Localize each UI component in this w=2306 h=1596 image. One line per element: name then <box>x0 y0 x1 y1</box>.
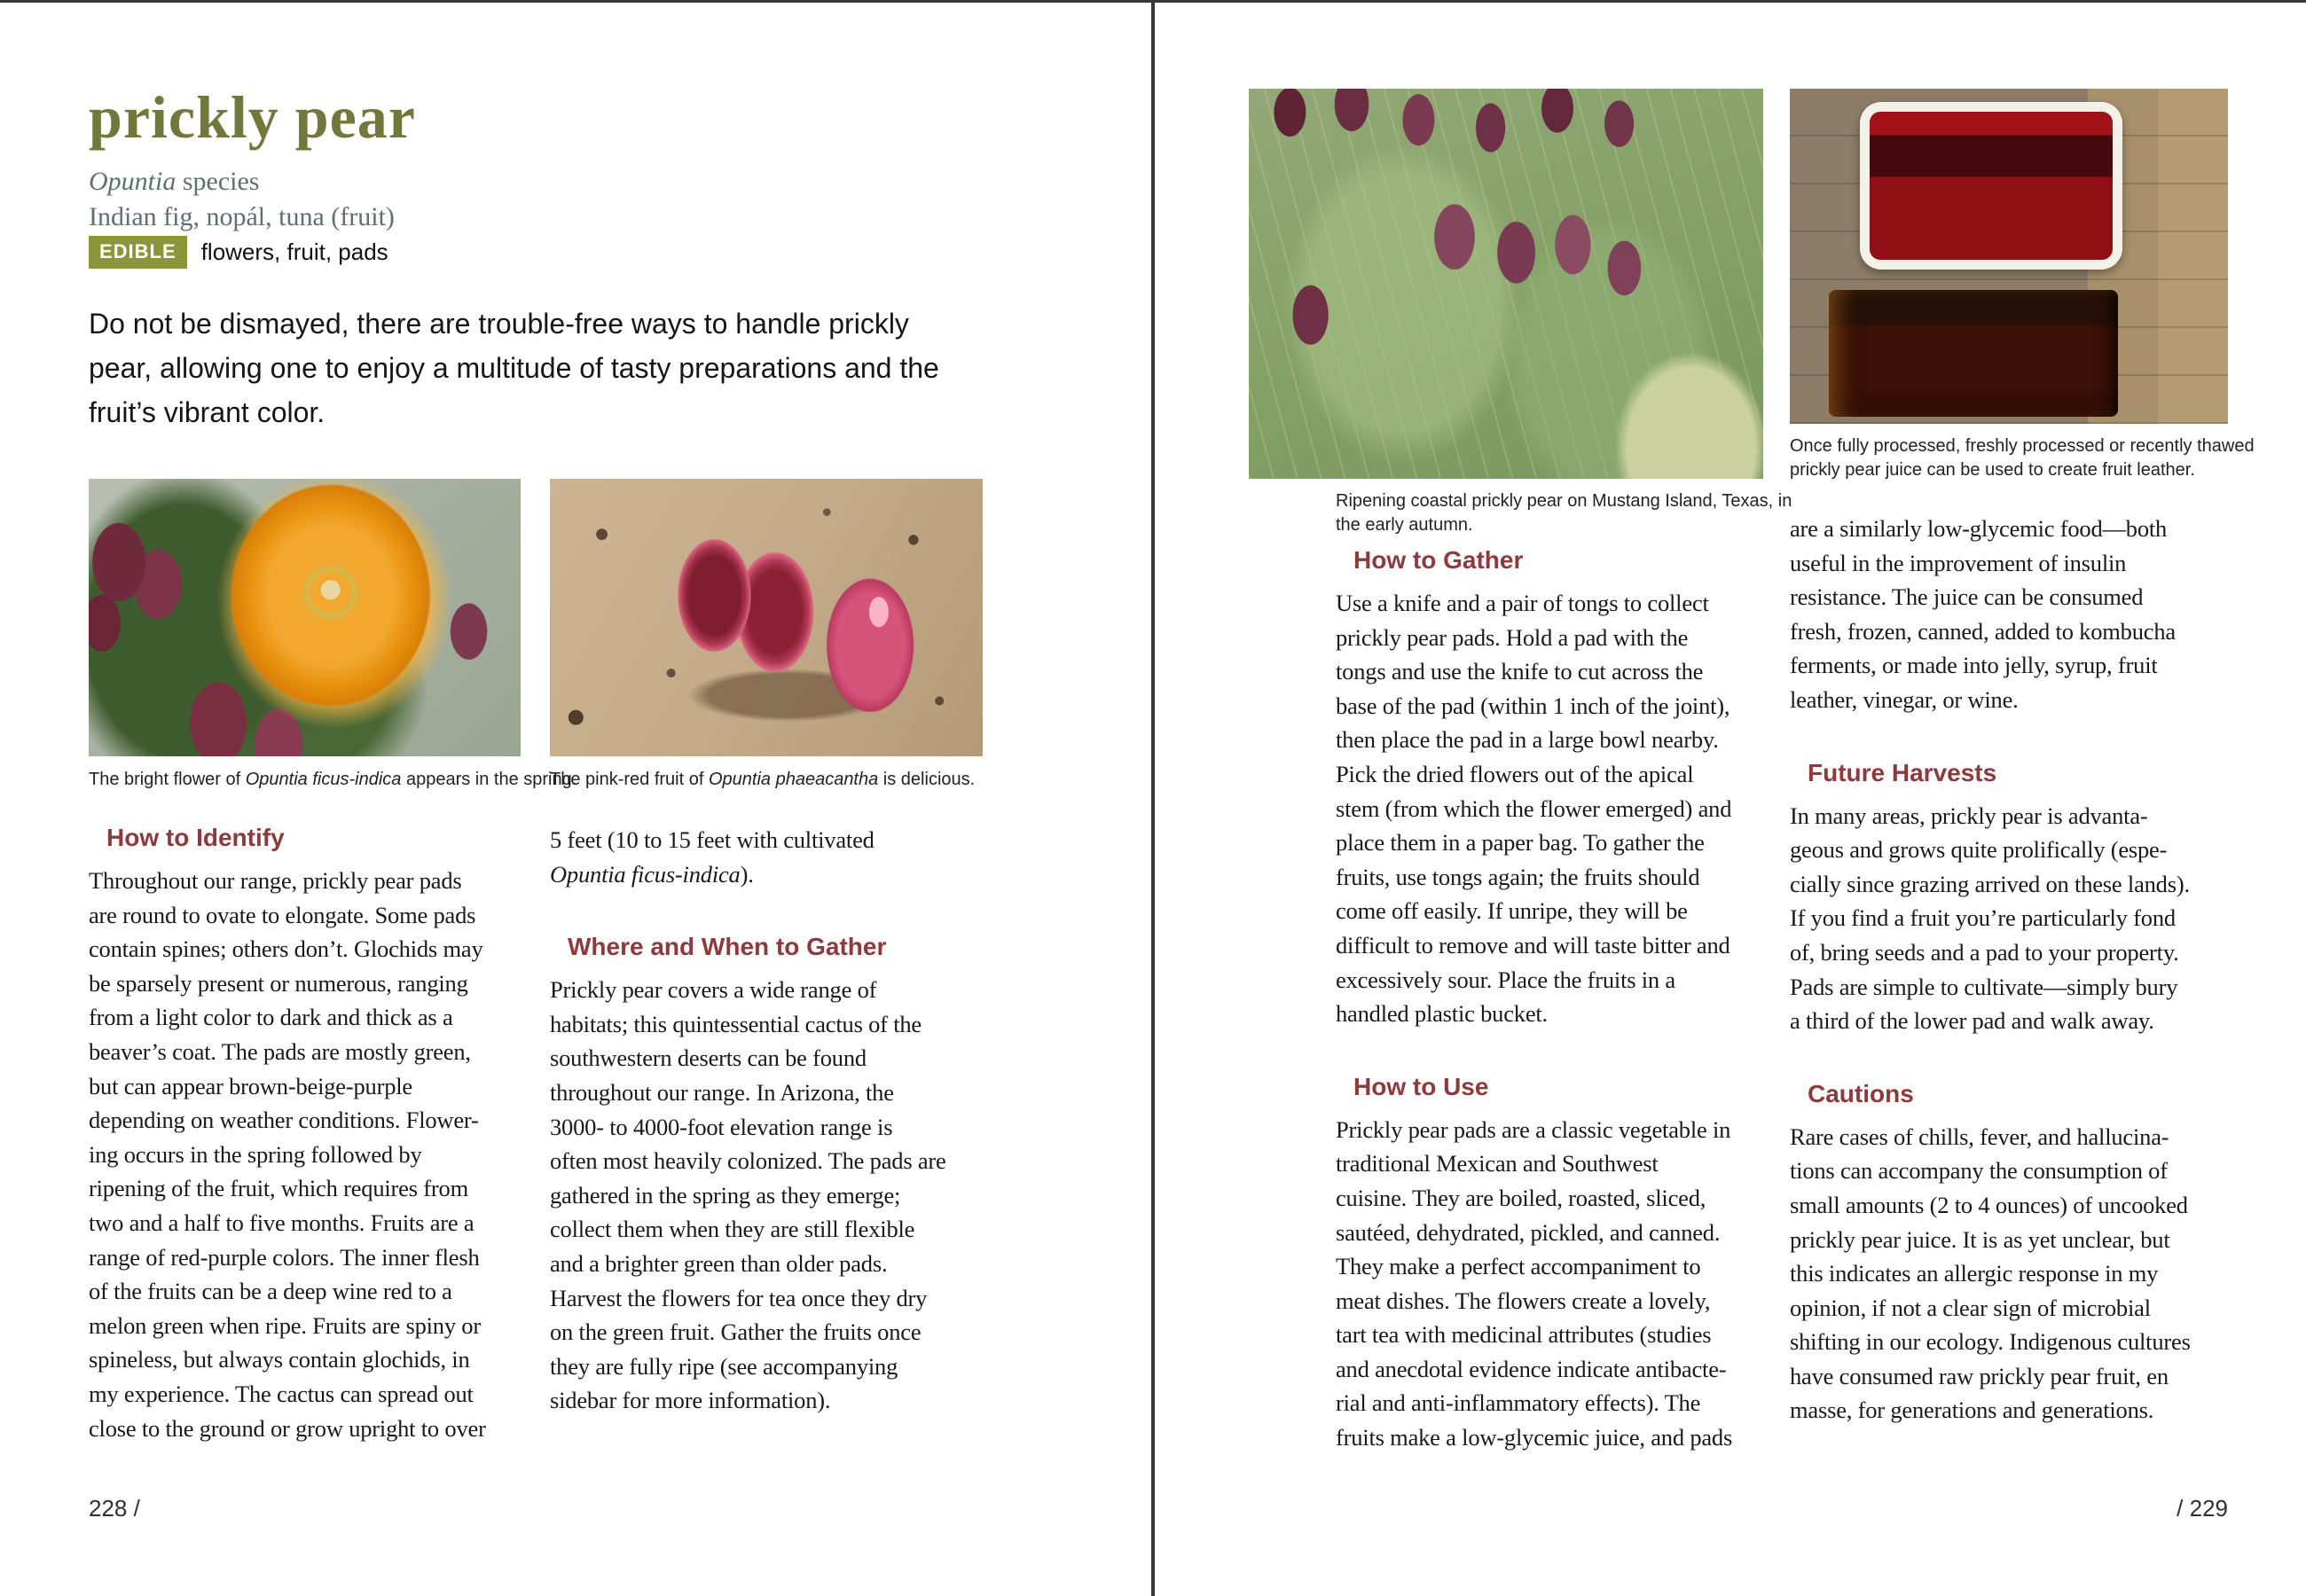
cautions-text: Rare cases of chills, fever, and hallucina- tions can accompany the consumption of small amounts (2 to 4 ounces) of uncooked prickly pear juice. It is as yet unclear, but this indicates an allergic response in my opinion, if not a clear sign of microbial shifting in our ecology. Indigenous cultures have consumed raw prickly pear fruit, en masse, for generations and generations. <box>1790 1123 2191 1424</box>
edible-badge: EDIBLE <box>89 236 187 269</box>
gather-use-column <box>1336 545 1779 1455</box>
species-rest: species <box>176 167 260 196</box>
page-title: prickly pear <box>89 83 416 151</box>
section-heading-cautions: Cautions <box>1808 1079 1914 1107</box>
caption-flower: The bright flower of Opuntia ficus-indica appears in the spring. <box>89 770 577 789</box>
how-to-gather-text: Use a knife and a pair of tongs to collect prickly pear pads. Hold a pad with the tongs and use the knife to cut across the base of the pad (within 1 inch of the joint), then place the pad in a large bowl nearby. Pick the dried flowers out of the apical stem (from which the flower emerged) and place them in a paper bag. To gather the fruits, use tongs again; the fruits should come off easily. If unripe, they will be difficult to remove and will taste bitter and excessively sour. Place the fruits in a handled plastic bucket. <box>1336 590 1732 1028</box>
caption-juice: Once fully processed, freshly processed or recently thawed prickly pear juice can be used to create fruit leather. <box>1790 436 2255 480</box>
section-heading-how-to-use: How to Use <box>1353 1072 1489 1100</box>
identify-column <box>89 823 532 1445</box>
photo-flower <box>89 479 521 756</box>
edible-parts: flowers, fruit, pads <box>200 239 388 265</box>
photo-fruit-cut <box>550 479 983 756</box>
species-line <box>89 167 259 197</box>
juice-tub <box>1860 102 2122 270</box>
intro-paragraph: Do not be dismayed, there are trouble-free ways to handle prickly pear, allowing one to enjoy a multitude of tasty preparations and the fruit’s vibrant color. <box>89 308 939 428</box>
edible-badge-row <box>89 236 388 269</box>
section-heading-where-when: Where and When to Gather <box>568 933 887 961</box>
page-gutter-line <box>1151 0 1155 1596</box>
juice-liquid <box>1870 112 2113 260</box>
species-genus: Opuntia <box>89 167 176 196</box>
identify-text-continued: 5 feet (10 to 15 feet with cultivated Opuntia ficus-indica). <box>550 826 875 888</box>
page-number-left: 228 / <box>89 1495 140 1522</box>
caption-cactus-pads: Ripening coastal prickly pear on Mustang Island, Texas, in the early autumn. <box>1336 491 1792 535</box>
caption-fruit: The pink-red fruit of Opuntia phaeacantha is delicious. <box>550 770 976 789</box>
future-harvests-text: In many areas, prickly pear is advanta- geous and grows quite prolifically (espe- cially since grazing arrived on these lands). If you find a fruit you’re particularly fond of, bring seeds and a pad to your property. Pads are simple to cultivate—simply bury a third of the lower pad and walk away. <box>1790 802 2190 1035</box>
photo-cactus-pads <box>1249 89 1763 479</box>
section-heading-identify: How to Identify <box>106 824 285 851</box>
juice-dark-tray <box>1829 290 2118 418</box>
identify-continued-column <box>550 823 993 1418</box>
photo-juice <box>1790 89 2228 424</box>
identify-text: Throughout our range, prickly pear pads are round to ovate to elongate. Some pads contain spines; others don’t. Glochids may be sparsely present or numerous, ranging from a light color to dark and thick as a beaver’s coat. The pads are mostly green, but can appear brown-beige-purple depending on weather conditions. Flower- ing occurs in the spring followed by ripening of the fruit, which requires from two and a half to five months. Fruits are a range of red-purple colors. The inner flesh of the fruits can be a deep wine red to a melon green when ripe. Fruits are spiny or spineless, but always contain glochids, in my experience. The cactus can spread out close to the ground or grow upright to over <box>89 867 486 1442</box>
harvests-cautions-column <box>1790 512 2233 1428</box>
section-heading-how-to-gather: How to Gather <box>1353 546 1524 574</box>
how-to-use-text-continued: are a similarly low-glycemic food—both useful in the improvement of insulin resistance. The juice can be consumed fresh, frozen, canned, added to kombucha ferments, or made into jelly, syrup, fruit leather, vinegar, or wine. <box>1790 515 2176 713</box>
page-number-right: / 229 <box>2177 1495 2228 1522</box>
section-heading-future-harvests: Future Harvests <box>1808 758 1997 786</box>
where-when-text: Prickly pear covers a wide range of habitats; this quintessential cactus of the southwestern deserts can be found throughout our range. In Arizona, the 3000- to 4000-foot elevation range is often most heavily colonized. The pads are gathered in the spring as they emerge; collect them when they are still flexible and a brighter green than older pads. Harvest the flowers for tea once they dry on the green fruit. Gather the fruits once they are fully ripe (see accompanying sidebar for more information). <box>550 976 946 1414</box>
common-names: Indian fig, nopál, tuna (fruit) <box>89 202 395 231</box>
how-to-use-text: Prickly pear pads are a classic vegetable in traditional Mexican and Southwest cuisine. They are boiled, roasted, sliced, sautéed, dehydrated, pickled, and canned. They make a perfect accompaniment to meat dishes. The flowers create a lovely, tart tea with medicinal attributes (studies and anecdotal evidence indicate antibacte- rial and anti-inflammatory effects). The fruits make a low-glycemic juice, and pads <box>1336 1115 1733 1451</box>
